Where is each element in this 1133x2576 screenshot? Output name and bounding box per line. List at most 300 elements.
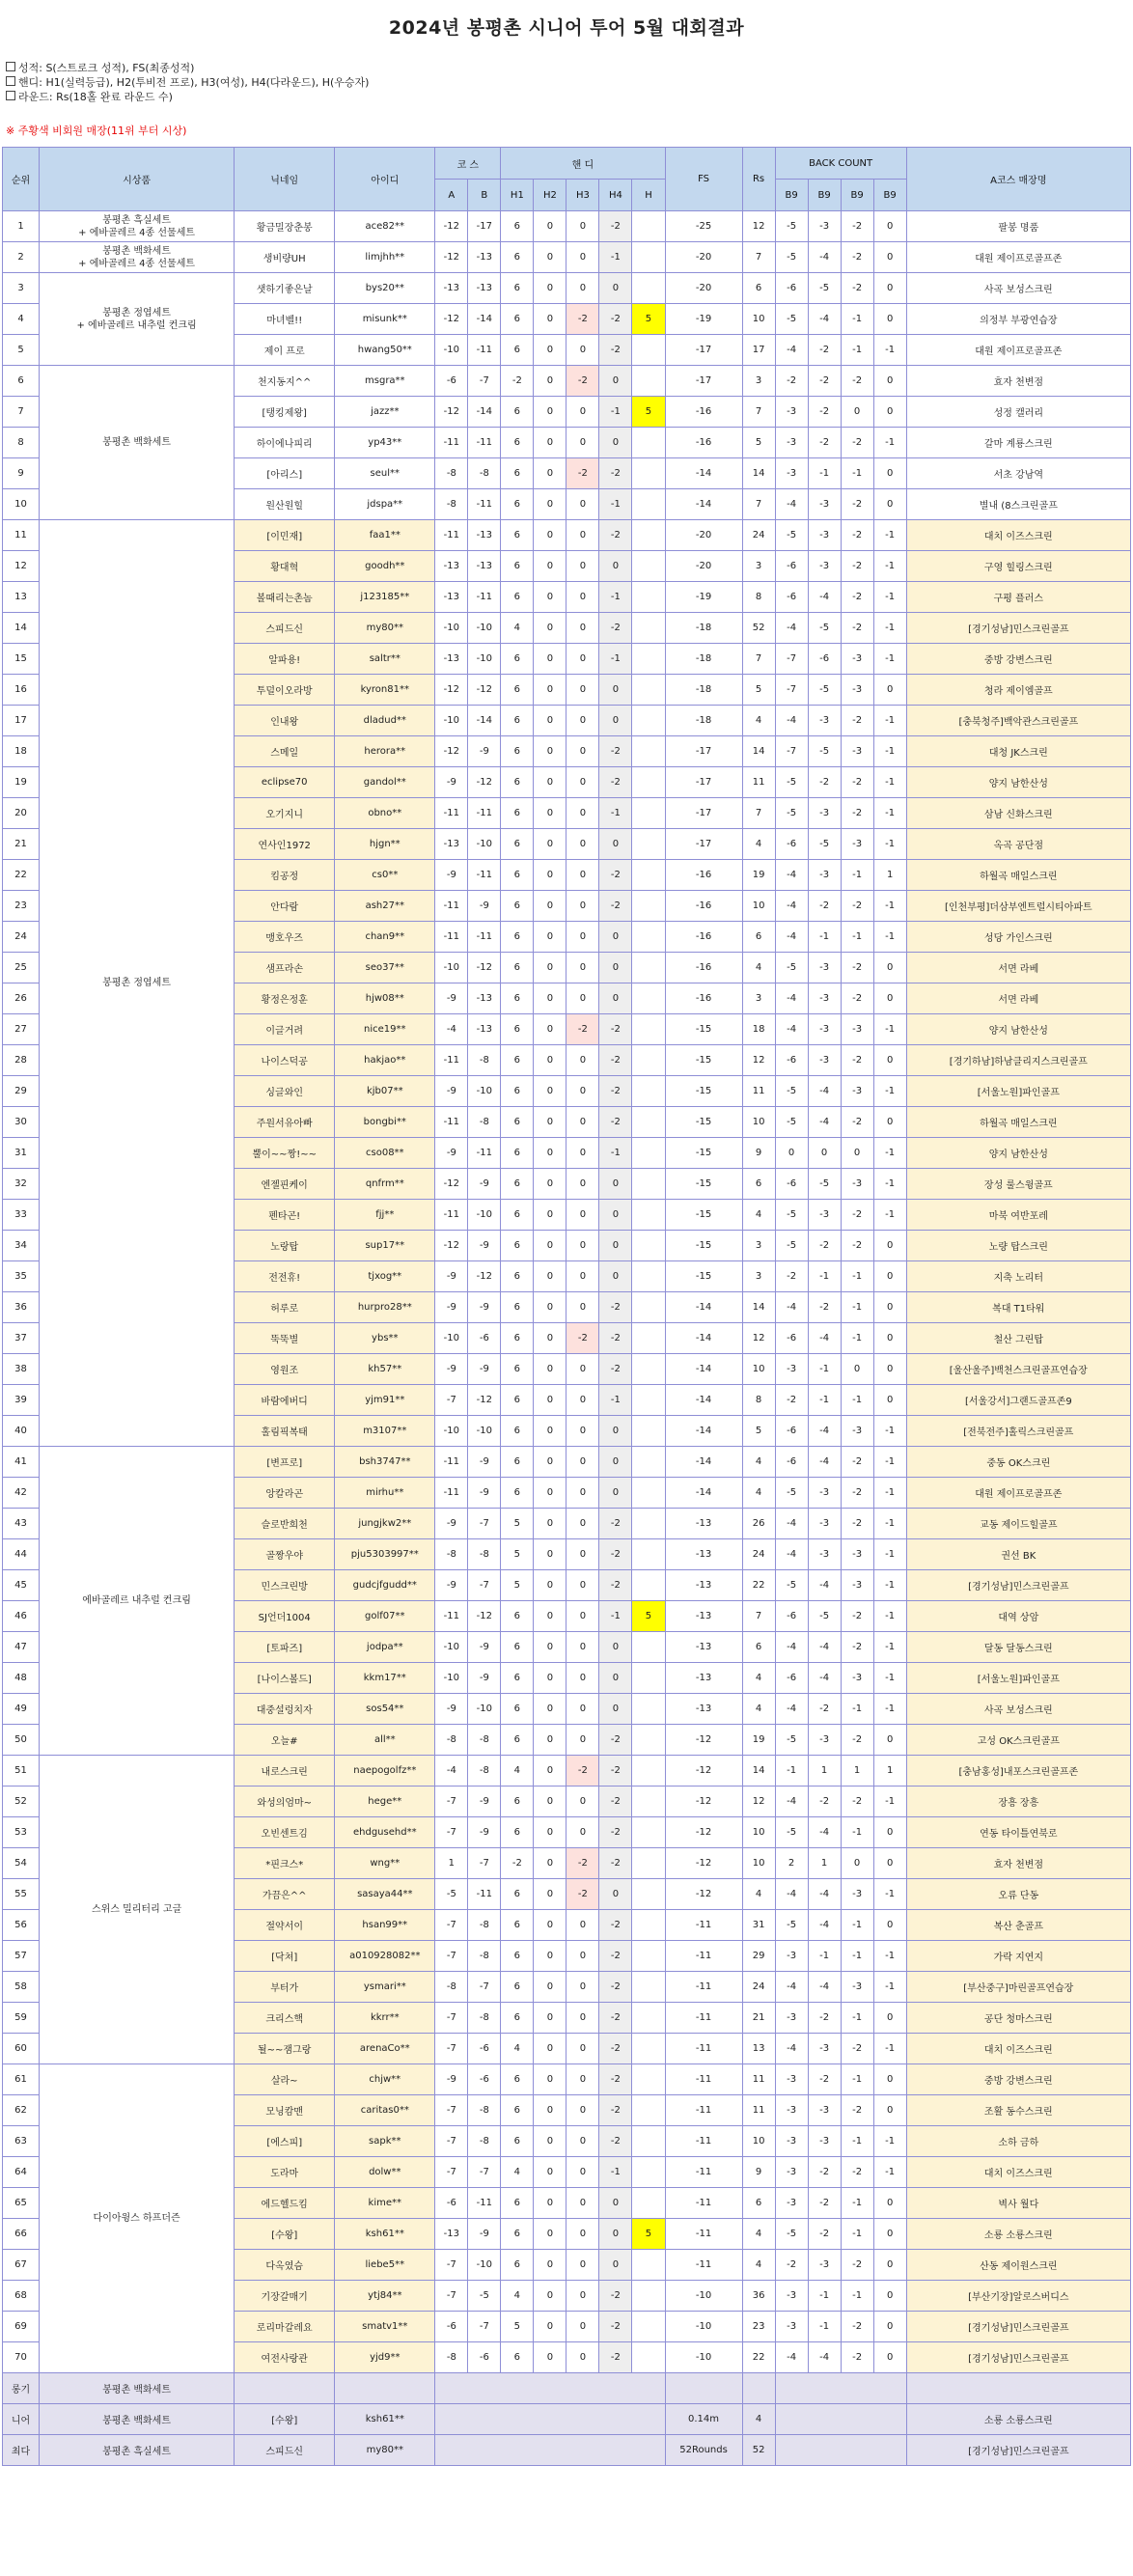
cell-b9-3: 0 <box>841 1848 873 1879</box>
cell-b9-1: -5 <box>775 1725 808 1756</box>
cell-fs: -20 <box>665 242 742 273</box>
cell-course-b: -7 <box>468 2312 501 2342</box>
cell-nick: 싱글와인 <box>235 1076 335 1107</box>
cell-b9-3: -2 <box>841 1632 873 1663</box>
cell-rs: 6 <box>742 273 775 304</box>
cell-fs: -15 <box>665 1231 742 1261</box>
cell-store: 지축 노리터 <box>906 1261 1130 1292</box>
cell-b9-3: -2 <box>841 2034 873 2064</box>
note-handicap: 핸디: H1(실력등급), H2(투비전 프로), H3(여성), H4(다라운드), H(우승자) <box>6 75 369 90</box>
cell-nick: 앙칼라곤 <box>235 1478 335 1509</box>
cell-rank: 23 <box>3 891 40 922</box>
cell-b9-3: -2 <box>841 706 873 736</box>
cell-fs: -14 <box>665 1416 742 1447</box>
cell-nick: 천지동지^^ <box>235 366 335 397</box>
cell-b9-4: -1 <box>873 1539 906 1570</box>
cell-b9-3: -3 <box>841 1014 873 1045</box>
cell-h2: 0 <box>534 922 566 953</box>
cell-rank: 8 <box>3 428 40 458</box>
cell-b9-2: -5 <box>808 1169 841 1200</box>
cell-id: sup17** <box>335 1231 435 1261</box>
cell-rank: 64 <box>3 2157 40 2188</box>
cell-course-b: -5 <box>468 2281 501 2312</box>
cell-h2: 0 <box>534 1014 566 1045</box>
cell-rs: 7 <box>742 644 775 675</box>
award-store: 소룡 소룡스크린 <box>906 2404 1130 2435</box>
cell-b9-4: 0 <box>873 983 906 1014</box>
cell-h2: 0 <box>534 2250 566 2281</box>
cell-course-a: -9 <box>435 1076 468 1107</box>
cell-h3: 0 <box>566 2126 599 2157</box>
cell-b9-3: -2 <box>841 1478 873 1509</box>
cell-rs: 4 <box>742 1879 775 1910</box>
cell-b9-2: -1 <box>808 1941 841 1972</box>
cell-nick: *핀크스* <box>235 1848 335 1879</box>
cell-b9-1: -7 <box>775 736 808 767</box>
cell-h4: -2 <box>599 335 632 366</box>
cell-store: 중동 OK스크린 <box>906 1447 1130 1478</box>
cell-id: mirhu** <box>335 1478 435 1509</box>
cell-h1: 6 <box>501 1231 534 1261</box>
cell-fs: -18 <box>665 675 742 706</box>
cell-h1: 6 <box>501 1478 534 1509</box>
cell-h: 5 <box>632 397 665 428</box>
cell-b9-1: -4 <box>775 1787 808 1817</box>
cell-rank: 9 <box>3 458 40 489</box>
cell-b9-2: -1 <box>808 1385 841 1416</box>
award-empty <box>775 2373 906 2404</box>
cell-store: 팔봉 명품 <box>906 211 1130 242</box>
cell-id: chjw** <box>335 2064 435 2095</box>
cell-b9-4: 0 <box>873 211 906 242</box>
cell-course-b: -9 <box>468 1354 501 1385</box>
cell-b9-4: -1 <box>873 1014 906 1045</box>
cell-id: hjgn** <box>335 829 435 860</box>
cell-h <box>632 273 665 304</box>
cell-fs: -15 <box>665 1169 742 1200</box>
cell-h1: 6 <box>501 860 534 891</box>
cell-id: ybs** <box>335 1323 435 1354</box>
cell-course-b: -9 <box>468 1632 501 1663</box>
cell-b9-4: 0 <box>873 489 906 520</box>
cell-b9-2: -3 <box>808 1478 841 1509</box>
cell-b9-3: -2 <box>841 1107 873 1138</box>
cell-rs: 21 <box>742 2003 775 2034</box>
cell-b9-4: -1 <box>873 1509 906 1539</box>
cell-b9-3: -1 <box>841 335 873 366</box>
cell-rs: 4 <box>742 1694 775 1725</box>
cell-b9-4: 0 <box>873 2219 906 2250</box>
cell-b9-4: -1 <box>873 582 906 613</box>
cell-h1: 4 <box>501 613 534 644</box>
table-row <box>3 1756 1131 1787</box>
cell-store: 벽사 월다 <box>906 2188 1130 2219</box>
cell-h2: 0 <box>534 1261 566 1292</box>
cell-h3: 0 <box>566 428 599 458</box>
cell-id: obno** <box>335 798 435 829</box>
cell-h <box>632 1231 665 1261</box>
cell-nick: 영원조 <box>235 1354 335 1385</box>
cell-store: 의정부 부광연습장 <box>906 304 1130 335</box>
cell-h <box>632 644 665 675</box>
cell-fs: -16 <box>665 860 742 891</box>
cell-store: 서초 강남역 <box>906 458 1130 489</box>
cell-course-a: -9 <box>435 860 468 891</box>
cell-rs: 11 <box>742 1076 775 1107</box>
cell-b9-4: -1 <box>873 644 906 675</box>
cell-h <box>632 953 665 983</box>
cell-store: 하월곡 매일스크린 <box>906 860 1130 891</box>
cell-h4: -1 <box>599 489 632 520</box>
cell-rank: 34 <box>3 1231 40 1261</box>
cell-nick: 골짱우야 <box>235 1539 335 1570</box>
cell-b9-3: 0 <box>841 1354 873 1385</box>
cell-h1: 6 <box>501 1447 534 1478</box>
cell-b9-3: -2 <box>841 1447 873 1478</box>
cell-store: [경기성남]민스크린골프 <box>906 1570 1130 1601</box>
cell-h4: 0 <box>599 1200 632 1231</box>
cell-course-a: -7 <box>435 2034 468 2064</box>
cell-h2: 0 <box>534 675 566 706</box>
cell-h1: 6 <box>501 1169 534 1200</box>
cell-b9-1: -6 <box>775 273 808 304</box>
page-title: 2024년 봉평촌 시니어 투어 5월 대회결과 <box>388 17 745 39</box>
award-fs: 52Rounds <box>665 2435 742 2466</box>
cell-course-a: -5 <box>435 1879 468 1910</box>
cell-b9-1: -5 <box>775 1231 808 1261</box>
cell-b9-2: -4 <box>808 1879 841 1910</box>
cell-b9-2: -3 <box>808 489 841 520</box>
cell-course-b: -13 <box>468 1014 501 1045</box>
cell-fs: -13 <box>665 1539 742 1570</box>
cell-rs: 10 <box>742 1107 775 1138</box>
cell-b9-1: -4 <box>775 1292 808 1323</box>
cell-b9-2: -3 <box>808 983 841 1014</box>
cell-b9-3: -2 <box>841 891 873 922</box>
cell-course-b: -13 <box>468 273 501 304</box>
cell-b9-3: -2 <box>841 366 873 397</box>
cell-b9-1: -5 <box>775 242 808 273</box>
cell-h <box>632 1879 665 1910</box>
cell-nick: 모닝캄맨 <box>235 2095 335 2126</box>
cell-h4: 0 <box>599 1478 632 1509</box>
cell-h2: 0 <box>534 2126 566 2157</box>
header-b9: B9 <box>808 180 841 211</box>
cell-nick: 원산원힐 <box>235 489 335 520</box>
cell-b9-1: -6 <box>775 1045 808 1076</box>
cell-h <box>632 2034 665 2064</box>
cell-h <box>632 1972 665 2003</box>
cell-rank: 28 <box>3 1045 40 1076</box>
cell-course-a: -12 <box>435 736 468 767</box>
cell-fs: -14 <box>665 489 742 520</box>
cell-b9-4: 0 <box>873 2250 906 2281</box>
cell-h3: 0 <box>566 1354 599 1385</box>
cell-b9-4: -1 <box>873 1941 906 1972</box>
cell-b9-1: -6 <box>775 1447 808 1478</box>
cell-course-a: -10 <box>435 1323 468 1354</box>
cell-h2: 0 <box>534 2064 566 2095</box>
cell-h4: -2 <box>599 2064 632 2095</box>
cell-h2: 0 <box>534 211 566 242</box>
cell-id: qnfrm** <box>335 1169 435 1200</box>
cell-nick: 안다람 <box>235 891 335 922</box>
cell-b9-1: 2 <box>775 1848 808 1879</box>
cell-rs: 3 <box>742 1231 775 1261</box>
cell-b9-1: -5 <box>775 1570 808 1601</box>
cell-h2: 0 <box>534 2095 566 2126</box>
cell-b9-4: 0 <box>873 1292 906 1323</box>
cell-id: bsh3747** <box>335 1447 435 1478</box>
cell-id: sapk** <box>335 2126 435 2157</box>
cell-course-a: -9 <box>435 767 468 798</box>
cell-h3: 0 <box>566 1632 599 1663</box>
cell-course-b: -11 <box>468 1879 501 1910</box>
cell-fs: -20 <box>665 551 742 582</box>
cell-fs: -11 <box>665 1972 742 2003</box>
cell-b9-2: -2 <box>808 767 841 798</box>
cell-h1: 6 <box>501 2250 534 2281</box>
cell-store: 연동 타이틀연북로 <box>906 1817 1130 1848</box>
cell-h2: 0 <box>534 520 566 551</box>
cell-id: kh57** <box>335 1354 435 1385</box>
award-row <box>3 2373 1131 2404</box>
award-row <box>3 2435 1131 2466</box>
cell-rs: 6 <box>742 2188 775 2219</box>
cell-h1: 6 <box>501 1941 534 1972</box>
cell-course-a: -4 <box>435 1756 468 1787</box>
cell-rs: 7 <box>742 242 775 273</box>
cell-b9-1: -4 <box>775 1972 808 2003</box>
cell-h3: 0 <box>566 2312 599 2342</box>
cell-rank: 63 <box>3 2126 40 2157</box>
cell-b9-1: -5 <box>775 211 808 242</box>
cell-b9-1: -6 <box>775 582 808 613</box>
cell-course-a: -8 <box>435 1972 468 2003</box>
cell-b9-3: -1 <box>841 2126 873 2157</box>
cell-rank: 47 <box>3 1632 40 1663</box>
cell-b9-1: -3 <box>775 2281 808 2312</box>
cell-b9-2: -3 <box>808 1014 841 1045</box>
cell-id: hjw08** <box>335 983 435 1014</box>
cell-rs: 10 <box>742 1354 775 1385</box>
cell-id: hege** <box>335 1787 435 1817</box>
cell-b9-2: -2 <box>808 2188 841 2219</box>
header-handicap: 핸 디 <box>501 148 665 180</box>
cell-b9-1: -4 <box>775 706 808 736</box>
cell-store: [충북청주]백악관스크린골프 <box>906 706 1130 736</box>
cell-h4: 0 <box>599 1879 632 1910</box>
cell-h <box>632 366 665 397</box>
cell-rs: 13 <box>742 2034 775 2064</box>
cell-nick: 바람에버디 <box>235 1385 335 1416</box>
cell-h2: 0 <box>534 953 566 983</box>
cell-store: [울산울주]백천스크린골프연습장 <box>906 1354 1130 1385</box>
cell-b9-3: -3 <box>841 1972 873 2003</box>
cell-course-b: -7 <box>468 366 501 397</box>
cell-b9-3: -1 <box>841 1323 873 1354</box>
cell-course-b: -9 <box>468 1169 501 1200</box>
cell-b9-2: -4 <box>808 304 841 335</box>
cell-course-b: -13 <box>468 520 501 551</box>
cell-store: 달동 달동스크린 <box>906 1632 1130 1663</box>
cell-b9-2: -4 <box>808 1972 841 2003</box>
cell-b9-3: -1 <box>841 2003 873 2034</box>
cell-nick: 에드헬드킴 <box>235 2188 335 2219</box>
cell-h3: 0 <box>566 2095 599 2126</box>
cell-id: fjj** <box>335 1200 435 1231</box>
cell-fs: -11 <box>665 2064 742 2095</box>
cell-id: hsan99** <box>335 1910 435 1941</box>
cell-h4: -2 <box>599 1972 632 2003</box>
cell-h2: 0 <box>534 2003 566 2034</box>
cell-b9-1: -3 <box>775 1354 808 1385</box>
cell-b9-1: -2 <box>775 1261 808 1292</box>
cell-fs: -12 <box>665 1756 742 1787</box>
cell-id: cso08** <box>335 1138 435 1169</box>
cell-b9-1: -5 <box>775 304 808 335</box>
cell-id: hakjao** <box>335 1045 435 1076</box>
cell-h1: -2 <box>501 366 534 397</box>
cell-fs: -11 <box>665 2250 742 2281</box>
cell-b9-4: 0 <box>873 242 906 273</box>
cell-nick: 도라마 <box>235 2157 335 2188</box>
cell-b9-2: -2 <box>808 1787 841 1817</box>
cell-store: 중방 강변스크린 <box>906 644 1130 675</box>
cell-b9-1: -5 <box>775 1107 808 1138</box>
cell-store: 대원 제이프로골프존 <box>906 335 1130 366</box>
cell-b9-2: -2 <box>808 1292 841 1323</box>
cell-fs: -11 <box>665 2157 742 2188</box>
cell-h4: -2 <box>599 211 632 242</box>
cell-h2: 0 <box>534 582 566 613</box>
cell-h3: 0 <box>566 1787 599 1817</box>
cell-h3: 0 <box>566 1478 599 1509</box>
cell-course-b: -9 <box>468 2219 501 2250</box>
cell-b9-1: -4 <box>775 489 808 520</box>
cell-rs: 7 <box>742 489 775 520</box>
cell-h3: 0 <box>566 1509 599 1539</box>
award-store <box>906 2373 1130 2404</box>
cell-h2: 0 <box>534 2219 566 2250</box>
cell-course-a: -11 <box>435 1200 468 1231</box>
cell-course-b: -11 <box>468 582 501 613</box>
cell-h3: 0 <box>566 922 599 953</box>
cell-h1: 6 <box>501 1663 534 1694</box>
cell-h <box>632 489 665 520</box>
cell-course-b: -10 <box>468 644 501 675</box>
cell-b9-3: -2 <box>841 551 873 582</box>
cell-rs: 9 <box>742 1138 775 1169</box>
cell-store: 옥곡 공단점 <box>906 829 1130 860</box>
header-store: A코스 매장명 <box>906 148 1130 211</box>
cell-fs: -15 <box>665 1200 742 1231</box>
cell-fs: -17 <box>665 798 742 829</box>
cell-h4: 0 <box>599 366 632 397</box>
table-row <box>3 366 1131 397</box>
cell-h2: 0 <box>534 1601 566 1632</box>
cell-course-b: -6 <box>468 2034 501 2064</box>
cell-h2: 0 <box>534 613 566 644</box>
cell-id: arenaCo** <box>335 2034 435 2064</box>
cell-fs: -14 <box>665 1447 742 1478</box>
cell-rank: 31 <box>3 1138 40 1169</box>
cell-h <box>632 1756 665 1787</box>
cell-nick: 로리마갈레요 <box>235 2312 335 2342</box>
cell-store: 장흥 장흥 <box>906 1787 1130 1817</box>
cell-id: hurpro28** <box>335 1292 435 1323</box>
cell-h1: 6 <box>501 1632 534 1663</box>
cell-h <box>632 1076 665 1107</box>
award-prize: 봉평촌 백화세트 <box>40 2404 235 2435</box>
table-row <box>3 520 1131 551</box>
cell-fs: -15 <box>665 1138 742 1169</box>
cell-course-b: -8 <box>468 458 501 489</box>
cell-course-a: -11 <box>435 520 468 551</box>
cell-h3: 0 <box>566 983 599 1014</box>
cell-h3: 0 <box>566 551 599 582</box>
cell-nick: 뚝뚝별 <box>235 1323 335 1354</box>
cell-b9-4: -1 <box>873 891 906 922</box>
cell-course-a: -9 <box>435 1261 468 1292</box>
cell-h3: 0 <box>566 1725 599 1756</box>
cell-fs: -17 <box>665 335 742 366</box>
cell-h2: 0 <box>534 1509 566 1539</box>
cell-fs: -10 <box>665 2342 742 2373</box>
cell-b9-3: -2 <box>841 953 873 983</box>
legend-notes <box>6 61 369 104</box>
cell-nick: [아리스] <box>235 458 335 489</box>
cell-course-a: -10 <box>435 1416 468 1447</box>
cell-h4: 0 <box>599 1169 632 1200</box>
cell-nick: 와성의엄마~ <box>235 1787 335 1817</box>
cell-id: ace82** <box>335 211 435 242</box>
cell-id: bys20** <box>335 273 435 304</box>
cell-store: [경기성남]민스크린골프 <box>906 2342 1130 2373</box>
cell-b9-4: 0 <box>873 1045 906 1076</box>
cell-h4: -2 <box>599 520 632 551</box>
cell-h4: -2 <box>599 1323 632 1354</box>
cell-h3: 0 <box>566 1045 599 1076</box>
cell-b9-2: -1 <box>808 2312 841 2342</box>
cell-course-a: -8 <box>435 2342 468 2373</box>
cell-h1: 6 <box>501 335 534 366</box>
cell-h4: -1 <box>599 1138 632 1169</box>
cell-b9-3: -3 <box>841 829 873 860</box>
cell-id: kime** <box>335 2188 435 2219</box>
cell-b9-1: -7 <box>775 675 808 706</box>
cell-h4: -2 <box>599 1539 632 1570</box>
cell-course-a: -9 <box>435 2064 468 2095</box>
cell-h2: 0 <box>534 1292 566 1323</box>
cell-rs: 6 <box>742 1632 775 1663</box>
cell-h3: 0 <box>566 706 599 736</box>
cell-b9-1: -5 <box>775 1817 808 1848</box>
cell-b9-2: 1 <box>808 1756 841 1787</box>
cell-b9-4: -1 <box>873 1663 906 1694</box>
cell-b9-3: -2 <box>841 582 873 613</box>
cell-id: misunk** <box>335 304 435 335</box>
cell-nick: 주원서유아빠 <box>235 1107 335 1138</box>
cell-h4: 0 <box>599 953 632 983</box>
cell-course-b: -10 <box>468 829 501 860</box>
cell-id: saltr** <box>335 644 435 675</box>
cell-fs: -15 <box>665 1014 742 1045</box>
cell-course-b: -9 <box>468 1787 501 1817</box>
cell-h <box>632 1694 665 1725</box>
table-row <box>3 242 1131 273</box>
cell-rs: 4 <box>742 829 775 860</box>
